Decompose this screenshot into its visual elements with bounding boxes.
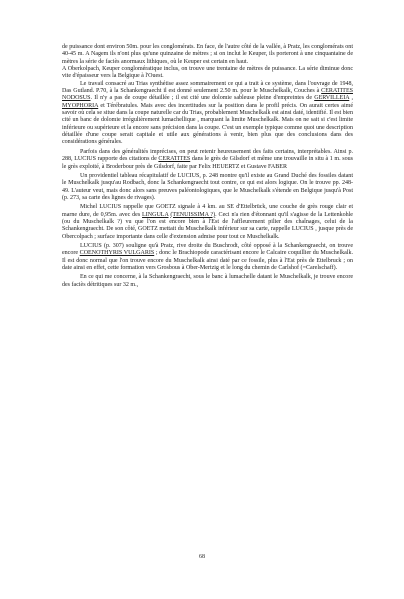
taxon-name: CERATITES NODOSUS — [62, 88, 353, 102]
paragraph-6-text: Michel LUCIUS rappelle que GOETZ signale à 4 km. au SE d'Ettelbrück, une couche de grès rouge clair et marne dure, de 0,95m. avec des LINGULA (TENUISSIMA ?). Ceci n'a rien d'étonnant qu'il s'agisse de la Lettenkohle (ou du Muschelkalk ?) vu que l'on est encore bien à l'Est de l'affleurement pilier des chaînages, celui de la Schankengraecht. De son côté, GOETZ mettait du Muschelkalk inférieur sur sa carte, rappelle LUCIUS , jusque près de Obercolpach ; surface importante dans celle d'extension admise pour tout ce Muschelkalk. — [62, 204, 353, 240]
paragraph-3-text: Le travail consacré au Trias synthétise assez sommairement ce qui a trait à ce système, dans l'ouvrage de 1948, Das Gutland. P.70, à la Schankengraecht il est donné seulement 2.50 m. pour le Muschelkalk, Couches à CERATITES NODOSUS. Il n'y a pas de coupe détaillée ; il est cité une dolomie sableuse pleine d'empreintes de GERVILLEIA , MYOPHORIA et Térébratules. Mais avec des incertitudes sur la position dans le profil précis. On aurait certes aimé savoir où cela se situe dans la coupe naturelle car du Trias, probablement Muschelkalk est ainsi daté, identifié. Il est bien cité un banc de dolomie irrégulièrement lumachellique , marquant la limite Muschelkalk. Mais on ne sait si c'est limite inférieure ou supérieure et la encore sans précision dans la coupe. C'est un exemple typique comme quoi une description détaillée d'une coupe serait capitale et utile aux générations à venir, bien plus que des conclusions dans des considérations générales. — [62, 80, 353, 146]
document-body — [62, 44, 353, 289]
paragraph-3 — [62, 81, 353, 147]
taxon-name: MYOPHORIA — [62, 102, 99, 109]
taxon-name: LINGULA — [142, 211, 169, 218]
paragraph-5 — [62, 173, 353, 202]
taxon-name: CERATITES — [158, 156, 191, 163]
page-number: 68 — [199, 554, 205, 560]
taxon-name: GERVILLEIA — [314, 95, 350, 102]
taxon-name: COENOTHYRIS VULGARIS — [79, 250, 155, 257]
paragraph-8 — [62, 274, 353, 289]
paragraph-1: de puissance dont environ 50m. pour les conglomérats. En face, de l'autre côté de la vallée, à Pratz, les conglomérats ont 40-45 m. A Nagem ils n'ont plus qu'une quinzaine de mètres ; si on inclut le Keuper, ils porteront à une cinquantaine de mètres la série de faciès anormaux lithiques, où le Keuper est certain en haut. — [62, 44, 353, 65]
paragraph-7-text: LUCIUS (p. 307) souligne qu'à Pratz, rive droite du Buschrodt, côté opposé à la Schankengraecht, on trouve encore COENOTHYRIS VULGARIS ; donc le Brachiopode caractérisant encore le Calcaire coquillier du Muschelkalk. Il est donc normal que l'on trouve encore du Muschelkalk ainsi daté par ce fossile, plus à l'Est près de Ettelbruck ; on date ainsi en effet, cette formation vers Grosbous à Ober-Mertzig et le long du chemin de Carlshof (=Carelschaff). — [62, 242, 353, 271]
paragraph-5-text: Un providentiel tableau récapitulatif de LUCIUS, p. 248 montre qu'il existe au Grand Duché des fossiles datant le Muschelkalk jusqu'au Rodbach, donc la Schankengraecht tout contre, ce qui est alors logique. On le trouve pp. 248-49. L'auteur veut, mais donc alors sans preuves paléontologiques, que le Muschelkalk s'étende en Belgique jusqu'à Post (p. 273, sa carte des lignes de rivages). — [62, 172, 353, 201]
paragraph-4 — [62, 149, 353, 171]
paragraph-2: A Oberkolpach, Keuper conglomératique inclus, on trouve une trentaine de mètres de puissance. La série diminue donc vite d'épaisseur vers la Belgique à l'Ouest. — [62, 66, 353, 80]
paragraph-4-text: Parfois dans des généralités imprécises, on peut retenir heureusement des faits certains, interprétables. Ainsi p. 288, LUCIUS rapporte des citations de CERATITES dans le grès de Gilsdorf et même une trouvaille in situ à 1 m. sous le grès exploité, à Broderbour près de Gilsdorf, faite par Felix HEUERTZ et Gustave FABER — [62, 148, 353, 170]
paragraph-6 — [62, 204, 353, 241]
paragraph-7 — [62, 243, 353, 272]
taxon-name: (TENUISSIMA ?) — [170, 211, 216, 218]
paragraph-8-text: En ce qui me concerne, à la Schankengraecht, sous le banc à lumachelle datant le Muschelkalk, je trouve encore des faciès détritiques sur 32 m., — [62, 274, 353, 288]
